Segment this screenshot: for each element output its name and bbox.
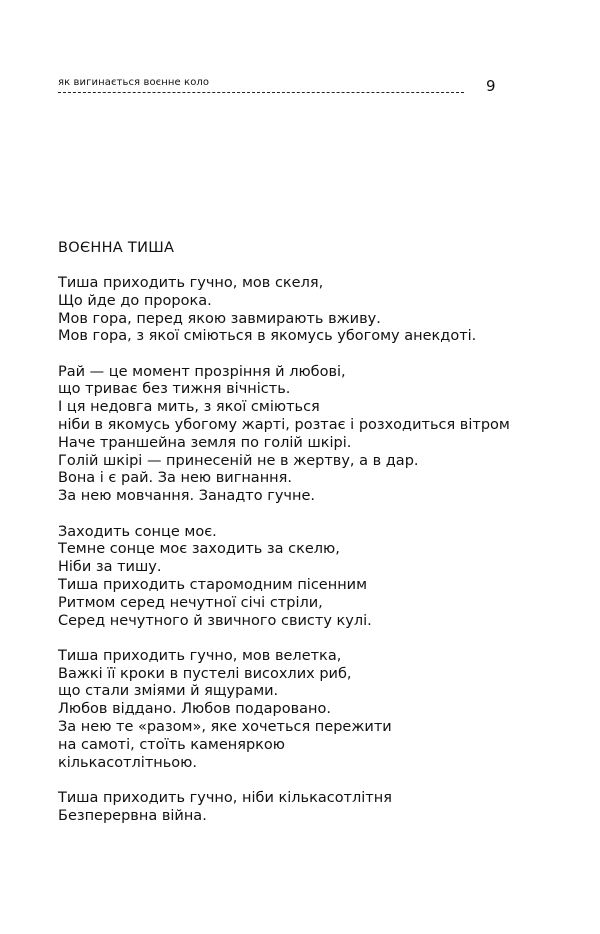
poem-line: І ця недовга мить, з якої сміються	[58, 399, 320, 416]
poem-line: Наче траншейна земля по голій шкірі.	[58, 434, 352, 451]
poem-line: Серед нечутного й звичного свисту кулі.	[58, 612, 372, 629]
poem-line: Темне сонце моє заходить за скелю,	[58, 541, 340, 558]
poem-line: Любов віддано. Любов подаровано.	[58, 701, 331, 718]
running-head-rule	[58, 92, 464, 93]
poem-line: на самоті, стоїть каменяркою	[58, 736, 286, 753]
stanza	[58, 524, 588, 631]
poem-line: За нею мовчання. Занадто гучне.	[58, 488, 315, 505]
poem-line: Безперервна війна.	[58, 807, 207, 824]
poem-line: Вона і є рай. За нею вигнання.	[58, 470, 292, 487]
poem-line: Важкі її кроки в пустелі висохлих риб,	[58, 665, 352, 682]
poem-title: ВОЄННА ТИША	[58, 240, 175, 256]
poem-line: Тиша приходить старомодним пісенним	[58, 576, 368, 593]
poem-line: ніби в якомусь убогому жарті, розтає і розходиться вітром	[58, 417, 510, 434]
poem-line: Голій шкірі — принесеній не в жертву, а в дар.	[58, 452, 419, 469]
poem-line: Мов гора, перед якою завмирають вживу.	[58, 310, 381, 327]
stanza	[58, 790, 588, 826]
stanza	[58, 364, 588, 506]
stanza	[58, 275, 588, 346]
poem-line: що триває без тижня вічність.	[58, 381, 291, 398]
poem-line: Ритмом серед нечутної січі стріли,	[58, 594, 323, 611]
poem-line: Тиша приходить гучно, ніби кількасотлітня	[58, 789, 392, 806]
page-number: 9	[486, 77, 496, 95]
poem-line: Заходить сонце моє.	[58, 523, 217, 540]
poem-line: Мов гора, з якої сміються в якомусь убогому анекдоті.	[58, 328, 477, 345]
poem-line: Тиша приходить гучно, мов скеля,	[58, 275, 324, 291]
poem-body	[58, 275, 588, 843]
poem-line: що стали зміями й ящурами.	[58, 683, 279, 700]
poem-line: Ніби за тишу.	[58, 559, 162, 576]
stanza	[58, 648, 588, 773]
poem-line: кількасотлітньою.	[58, 754, 197, 771]
poem-line: Тиша приходить гучно, мов велетка,	[58, 647, 342, 664]
poem-line: Рай — це момент прозріння й любові,	[58, 363, 346, 380]
poem-line: Що йде до пророка.	[58, 292, 212, 309]
poem-line: За нею те «разом», яке хочеться пережити	[58, 719, 392, 736]
running-head: як вигинається воєнне коло	[58, 77, 210, 88]
